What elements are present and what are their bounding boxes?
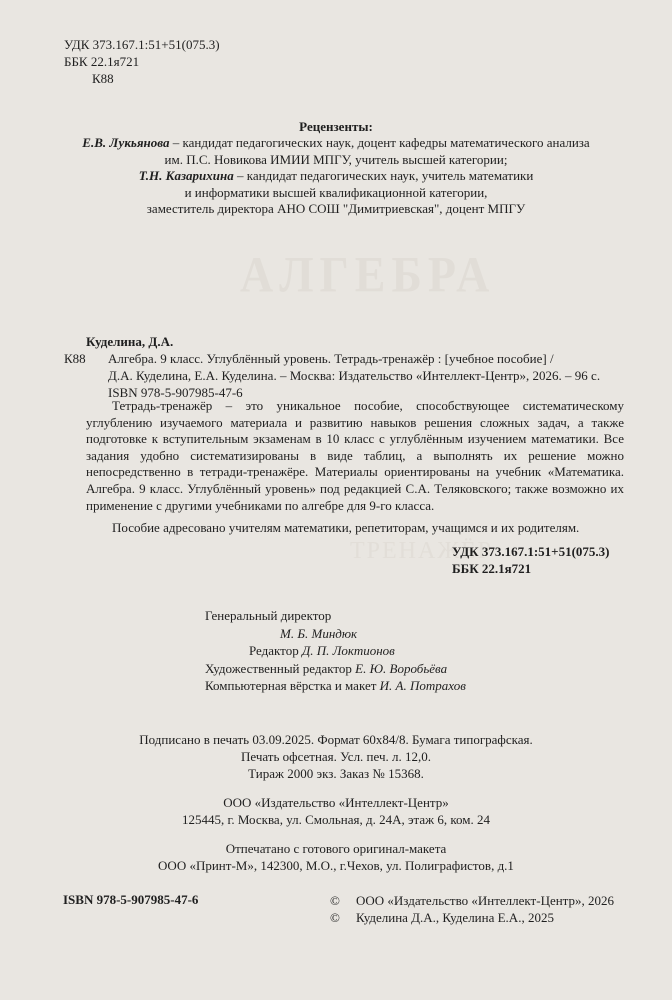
- print-line-2: Печать офсетная. Усл. печ. л. 12,0.: [240, 749, 431, 764]
- biblio-author: Куделина, Д.А.: [86, 334, 174, 349]
- author-cipher: К88: [92, 71, 114, 86]
- reviewer-2-desc-2: и информатики высшей квалификационной категории,: [184, 184, 488, 200]
- bbk-code-bottom: ББК 22.1я721: [452, 561, 532, 576]
- copyright-line-2: [330, 909, 614, 926]
- biblio-title-line: Алгебра. 9 класс. Углублённый уровень. Тетрадь-тренажёр : [учебное пособие] /: [108, 351, 554, 366]
- biblio-cipher: К88: [64, 351, 86, 366]
- print-line-1: Подписано в печать 03.09.2025. Формат 60х84/8. Бумага типографская.: [139, 732, 533, 747]
- layout-role: Компьютерная вёрстка и макет: [205, 678, 377, 693]
- biblio-authors-line: Д.А. Куделина, Е.А. Куделина. – Москва: Издательство «Интеллект-Центр», 2026. – 96 с.: [108, 368, 601, 383]
- publisher-name: ООО «Издательство «Интеллект-Центр»: [223, 795, 449, 810]
- annotation-audience: Пособие адресовано учителям математики, репетиторам, учащимся и их родителям.: [112, 520, 580, 536]
- reviewers-heading: Рецензенты:: [299, 119, 373, 134]
- reviewer-1-desc-2: им. П.С. Новикова ИМИИ МПГУ, учитель высшей категории;: [164, 151, 508, 167]
- art-editor-name: Е. Ю. Воробьёва: [355, 660, 448, 676]
- copyright-block: [330, 892, 614, 926]
- reviewer-1: [0, 135, 672, 152]
- print-line-3: Тираж 2000 экз. Заказ № 15368.: [248, 766, 424, 781]
- udk-code: УДК 373.167.1:51+51(075.3): [64, 37, 220, 52]
- annotation-paragraph: Тетрадь-тренажёр – это уникальное пособие, способствующее систематическому углублению изучаемого материала и развитию навыков решения сложных задач, а также подготовке к вступительным экзаменам в 10 класс с углублённым изучением математики. Все задания удобно систематизированы в виде таблиц, а выполнять их решение можно непосредственно в тетради-тренажёре. Материалы ориентированы на учебник «Математика. Алгебра. 9 класс. Углублённый уровень» под редакцией С.А. Теляковского; также возможно их применение с другими учебниками по алгебре для 9-го класса.: [86, 398, 624, 513]
- editor-line: [205, 642, 466, 660]
- top-classification-codes: [64, 36, 220, 87]
- printer-info: ООО «Принт-М», 142300, М.О., г.Чехов, ул. Полиграфистов, д.1: [158, 858, 514, 873]
- reviewer-1-desc: – кандидат педагогических наук, доцент кафедры математического анализа: [169, 135, 590, 150]
- editor-name: Д. П. Локтионов: [301, 643, 395, 658]
- art-editor-role: Художественный редактор: [205, 660, 352, 676]
- copyright-icon: ©: [330, 893, 340, 908]
- printed-from: Отпечатано с готового оригинал-макета: [225, 841, 447, 856]
- art-editor-line: [205, 660, 466, 678]
- copyright-line-1: [330, 892, 614, 909]
- copyright-2-text: Куделина Д.А., Куделина Е.А., 2025: [356, 910, 554, 925]
- layout-name: И. А. Потрахов: [379, 678, 466, 693]
- isbn-footer: ISBN 978-5-907985-47-6: [63, 892, 199, 907]
- bottom-classification-codes: [452, 543, 610, 577]
- layout-line: [205, 677, 466, 695]
- reviewers-block: [0, 135, 672, 218]
- director-role: Генеральный директор: [205, 608, 332, 623]
- reviewer-1-name: Е.В. Лукьянова: [82, 135, 170, 150]
- director-name: М. Б. Миндюк: [280, 625, 358, 641]
- biblio-isbn: ISBN 978-5-907985-47-6: [108, 385, 243, 400]
- reviewer-2-name: Т.Н. Казарихина: [138, 168, 234, 183]
- reviewer-2-desc-3: заместитель директора АНО СОШ "Димитриевская", доцент МПГУ: [146, 201, 526, 216]
- reviewer-2-desc: – кандидат педагогических наук, учитель математики: [233, 168, 534, 183]
- reviewer-2: [0, 168, 672, 185]
- show-through-subtitle: ТРЕНАЖЁР: [350, 538, 493, 564]
- annotation: [86, 398, 624, 537]
- udk-code-bottom: УДК 373.167.1:51+51(075.3): [452, 544, 610, 559]
- print-info: [0, 731, 672, 874]
- publisher-address: 125445, г. Москва, ул. Смольная, д. 24А, этаж 6, ком. 24: [181, 812, 491, 827]
- bibliographic-record: [64, 333, 624, 401]
- show-through-title: АЛГЕБРА: [240, 246, 496, 303]
- biblio-row: [64, 350, 624, 367]
- staff-block: [205, 607, 466, 695]
- editor-role: Редактор: [249, 643, 299, 658]
- copyright-1-text: ООО «Издательство «Интеллект-Центр», 2026: [356, 893, 615, 908]
- copyright-icon: ©: [330, 910, 340, 925]
- bbk-code: ББК 22.1я721: [64, 54, 140, 69]
